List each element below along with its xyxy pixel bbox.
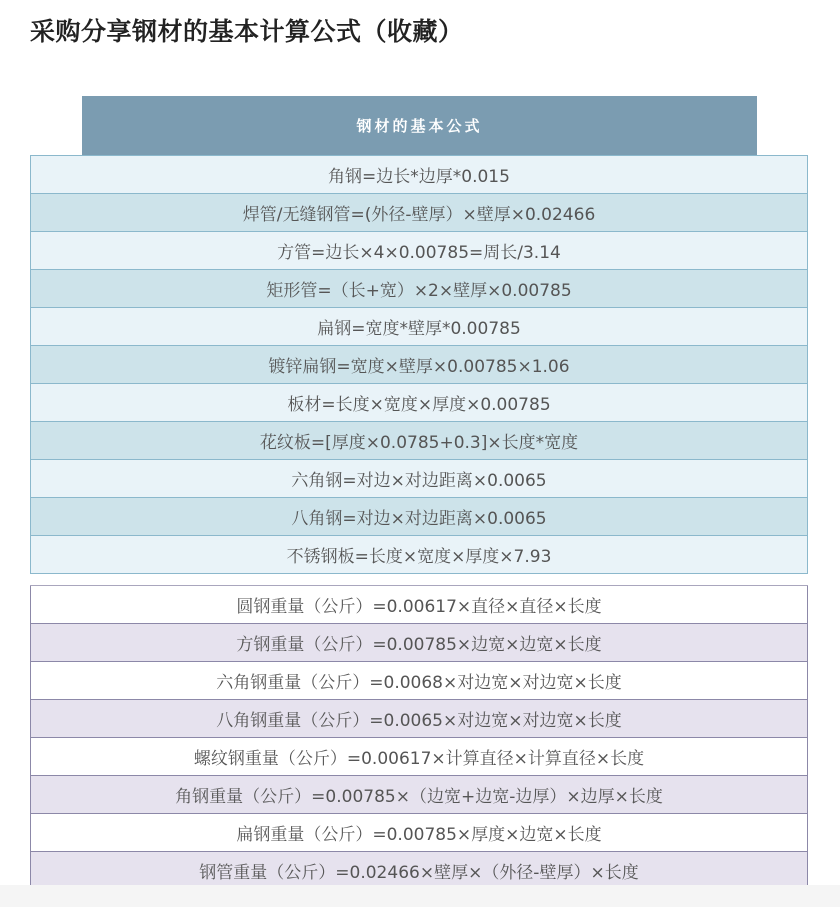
table-row: 八角钢=对边×对边距离×0.0065 bbox=[30, 498, 808, 536]
steel-formula-table bbox=[30, 155, 808, 574]
steel-weight-table bbox=[30, 585, 808, 890]
table-row: 角钢重量（公斤）=0.00785×（边宽+边宽-边厚）×边厚×长度 bbox=[30, 776, 808, 814]
table-row: 八角钢重量（公斤）=0.0065×对边宽×对边宽×长度 bbox=[30, 700, 808, 738]
table-row: 镀锌扁钢=宽度×壁厚×0.00785×1.06 bbox=[30, 346, 808, 384]
table-row: 焊管/无缝钢管=(外径-壁厚）×壁厚×0.02466 bbox=[30, 194, 808, 232]
table-row: 扁钢=宽度*壁厚*0.00785 bbox=[30, 308, 808, 346]
table-row: 钢管重量（公斤）=0.02466×壁厚×（外径-壁厚）×长度 bbox=[30, 852, 808, 890]
table-row: 扁钢重量（公斤）=0.00785×厚度×边宽×长度 bbox=[30, 814, 808, 852]
table-row: 圆钢重量（公斤）=0.00617×直径×直径×长度 bbox=[30, 586, 808, 624]
article-title: 采购分享钢材的基本计算公式（收藏） bbox=[30, 17, 464, 46]
bottom-bar bbox=[0, 885, 840, 907]
table-row: 方管=边长×4×0.00785=周长/3.14 bbox=[30, 232, 808, 270]
table-row: 方钢重量（公斤）=0.00785×边宽×边宽×长度 bbox=[30, 624, 808, 662]
table-row: 不锈钢板=长度×宽度×厚度×7.93 bbox=[30, 536, 808, 574]
table-row: 角钢=边长*边厚*0.015 bbox=[30, 156, 808, 194]
table-row: 螺纹钢重量（公斤）=0.00617×计算直径×计算直径×长度 bbox=[30, 738, 808, 776]
table-row: 六角钢重量（公斤）=0.0068×对边宽×对边宽×长度 bbox=[30, 662, 808, 700]
table-row: 矩形管=（长+宽）×2×壁厚×0.00785 bbox=[30, 270, 808, 308]
table-row: 板材=长度×宽度×厚度×0.00785 bbox=[30, 384, 808, 422]
table-header: 钢材的基本公式 bbox=[82, 96, 757, 155]
table-row: 六角钢=对边×对边距离×0.0065 bbox=[30, 460, 808, 498]
table-row: 花纹板=[厚度×0.0785+0.3]×长度*宽度 bbox=[30, 422, 808, 460]
